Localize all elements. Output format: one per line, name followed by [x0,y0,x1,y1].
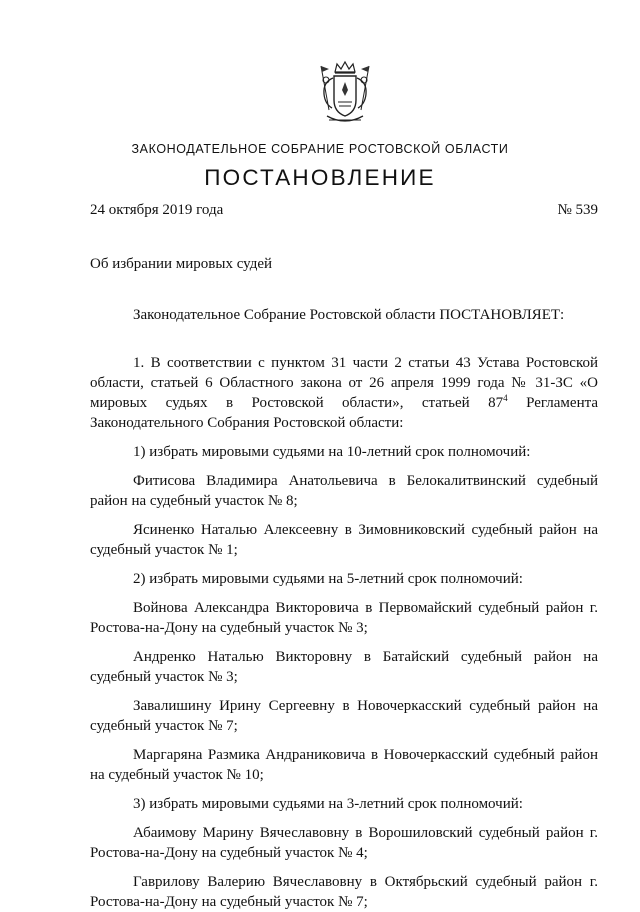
item-1-text-start: 1. В соответствии с пунктом 31 части 2 статьи 43 Устава Ростовской области, статьей 6 Областного закона от 26 апреля 1999 года № 31-ЗС «О мировых судьях в Ростовской области», статьей 87 [90,355,598,411]
item-1-text-end: Регламента Законодательного Собрания Ростовской области: [90,395,598,431]
article-superscript: 4 [503,393,508,403]
document-type-title: ПОСТАНОВЛЕНИЕ [204,165,436,190]
resolution-intro: Законодательное Собрание Ростовской области ПОСТАНОВЛЯЕТ: [133,307,565,323]
document-subject: Об избрании мировых судей [90,256,273,272]
judge-entry: Абаимову Марину Вячеславовну в Ворошиловский судебный район г. Ростова-на-Дону на судебный участок № 4; [90,825,598,861]
document-body [90,305,598,912]
document-date: 24 октября 2019 года [90,202,224,218]
judge-entry: Маргаряна Размика Андраниковича в Новочеркасский судебный район на судебный участок № 10; [90,747,598,783]
judge-entry: Андренко Наталью Викторовну в Батайский судебный район на судебный участок № 3; [90,649,598,685]
organization-name: ЗАКОНОДАТЕЛЬНОЕ СОБРАНИЕ РОСТОВСКОЙ ОБЛАСТИ [131,142,509,156]
judge-entry: Завалишину Ирину Сергеевну в Новочеркасский судебный район на судебный участок № 7; [90,698,598,734]
coat-of-arms-icon [313,60,377,130]
judge-entry: Гаврилову Валерию Вячеславовну в Октябрьский судебный район г. Ростова-на-Дону на судебный участок № 7; [90,874,598,910]
term-5-years-heading: 2) избрать мировыми судьями на 5-летний срок полномочий: [133,571,523,587]
document-number: № 539 [557,202,598,218]
judge-entry: Войнова Александра Викторовича в Первомайский судебный район г. Ростова-на-Дону на судебный участок № 3; [90,600,598,636]
term-10-years-heading: 1) избрать мировыми судьями на 10-летний срок полномочий: [133,444,531,460]
judge-entry: Ясиненко Наталью Алексеевну в Зимовниковский судебный район на судебный участок № 1; [90,522,598,558]
term-3-years-heading: 3) избрать мировыми судьями на 3-летний срок полномочий: [133,796,523,812]
judge-entry: Фитисова Владимира Анатольевича в Белокалитвинский судебный район на судебный участок № 8; [90,473,598,509]
item-1-paragraph [90,353,598,433]
